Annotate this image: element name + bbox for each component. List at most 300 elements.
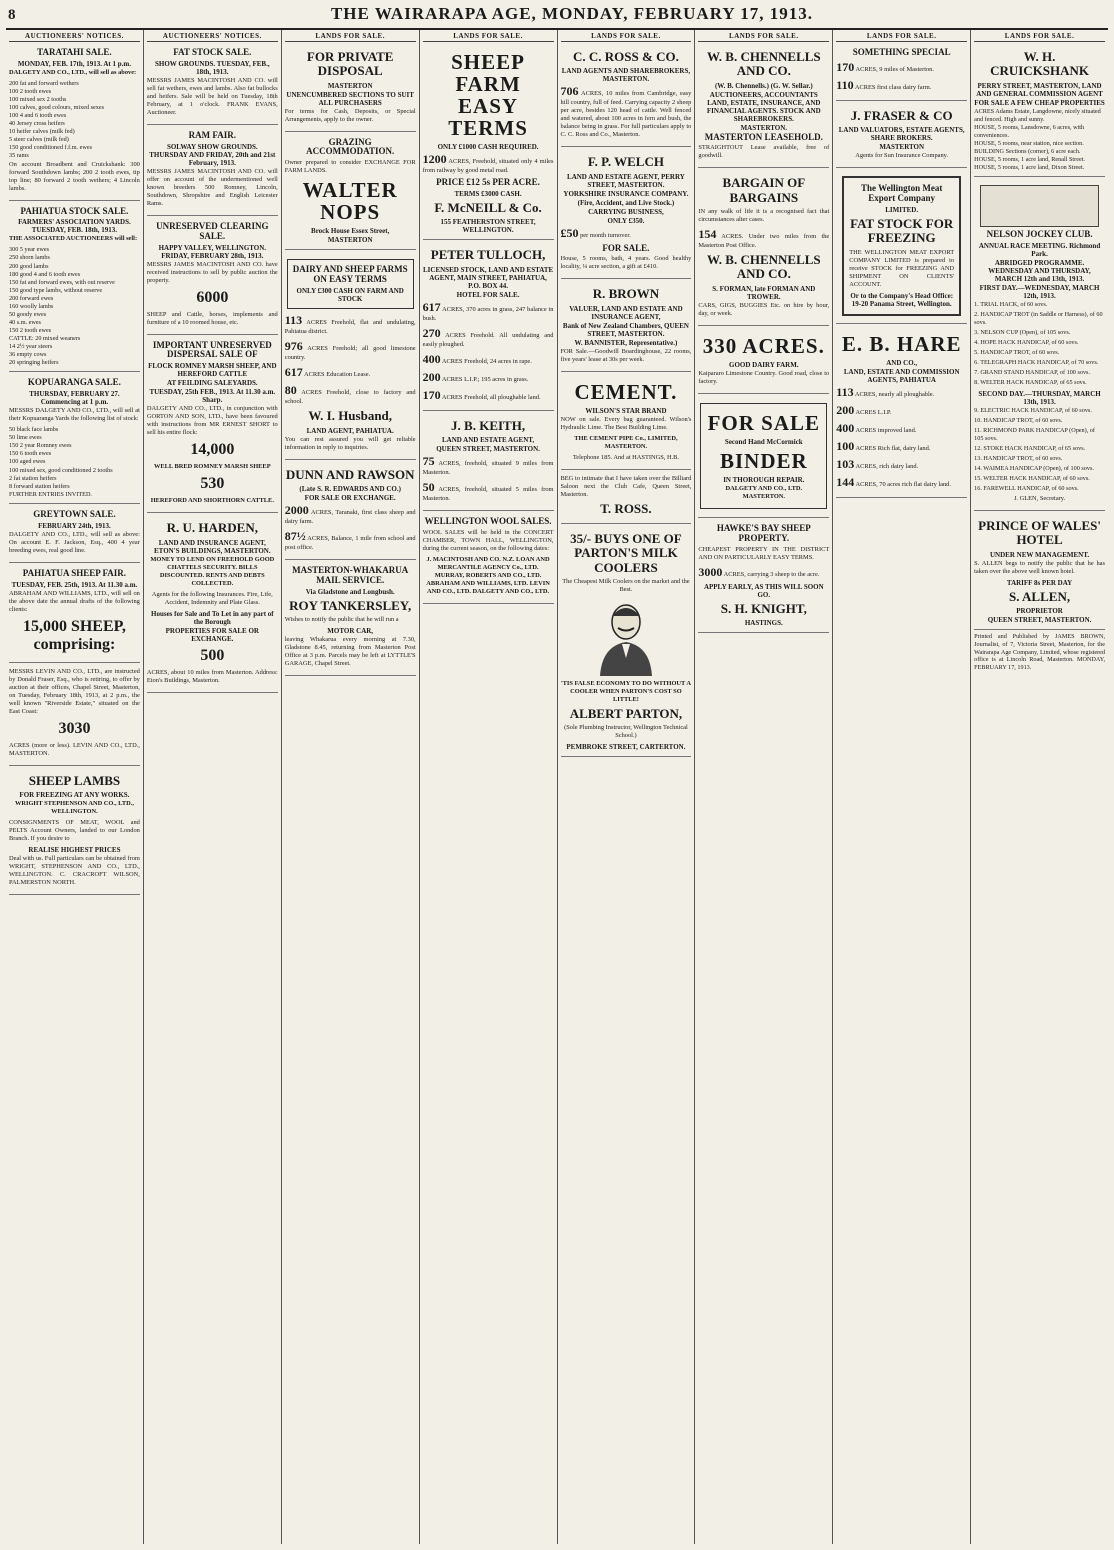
ad-text: Deal with us. Full particulars can be obtained from WRIGHT, STEPHENSON AND CO., LTD., WELLINGTON. C. CRACROFT WILSON, PALMERSTON NORTH. (9, 854, 140, 886)
ad-text: CONSIGNMENTS OF MEAT, WOOL and PELTS Account Owners, landed to our London Branch. If you desire to (9, 818, 140, 842)
prince-of-wales-hotel-ad (974, 514, 1105, 630)
ad-title: HAWKE'S BAY SHEEP PROPERTY. (716, 522, 811, 543)
ad-title: PAHIATUA STOCK SALE. (20, 205, 129, 216)
ad-text: ACRES Education Lease. (304, 371, 371, 379)
ad-text: WOOL SALES will be held in the CONCERT CHAMBER, TOWN HALL, WELLINGTON, during the current season, on the following dates: (422, 528, 554, 552)
ad-title: BARGAIN OF BARGAINS (722, 175, 806, 205)
acreage-figure: 80 (284, 383, 297, 398)
acreage-figure: 170 (422, 387, 441, 402)
dairy-sheep-farms-ad (285, 253, 416, 459)
ad-place: HASTINGS. (744, 618, 783, 627)
racehorses-illustration (980, 185, 1099, 227)
levin-auction-ad (9, 666, 140, 766)
firm-name: THE CEMENT PIPE Co., LIMITED, MASTERTON. (574, 434, 678, 450)
taratahi-sale-ad (9, 45, 140, 201)
list-item: 40 s.m. ewes (9, 318, 41, 326)
acreage-figure: 113 (284, 313, 303, 328)
list-item: 10 heifer calves (milk fed) (9, 128, 75, 136)
ad-text: ACRES Freehold, 24 acres in rape. (441, 357, 532, 365)
sheep-farm-ad (423, 45, 554, 240)
firm-name: WRIGHT STEPHENSON AND CO., LTD., WELLINGTON. (14, 799, 134, 815)
headline-figure: 6000 (196, 288, 229, 306)
hawkes-bay-ad (698, 521, 829, 633)
acreage-figure: 103 (836, 456, 855, 471)
column-1 (6, 30, 144, 1544)
pahiatua-stock-sale-ad (9, 204, 140, 373)
agent-name: C. C. ROSS & CO. (573, 49, 679, 64)
something-special-ad (836, 45, 967, 101)
agent-name: WALTER NOPS (302, 178, 398, 225)
ad-subtitle: GOOD DAIRY FARM. (729, 360, 799, 369)
ad-subtitle: 155 FEATHERSTON STREET, WELLINGTON. (440, 218, 536, 235)
acreage-figure: 75 (422, 453, 435, 468)
ad-subtitle: ANNUAL RACE MEETING. Richmond Park. (978, 241, 1101, 258)
brown-agent-ad (561, 282, 692, 371)
acreage-figure: 144 (836, 474, 855, 489)
race-item: 3. NELSON CUP (Open), of 105 sovs. (974, 329, 1071, 337)
acreage-figure: 400 (836, 420, 855, 435)
list-item: 8 forward station heifers (9, 482, 70, 490)
stock-list (9, 80, 140, 161)
masthead (6, 4, 1108, 30)
ad-subtitle: LAND AND INSURANCE AGENT, ETON'S BUILDINGS, MASTERTON. (154, 538, 271, 555)
ad-text: leaving Whakarua every morning at 7.30, Gladstone 8.45, returning from Masterton Post Office at 3 p.m. Parcels may be left at LYTTLE'S GARAGE, Chapel Street. (284, 635, 416, 667)
agent-name: W. B. CHENNELLS AND CO. (706, 252, 821, 282)
ad-subtitle: HAPPY VALLEY, WELLINGTON. FRIDAY, FEBRUARY 28th, 1913. (158, 243, 267, 260)
ad-address: Or to the Company's Head Office: 19-20 Panama Street, Wellington. (850, 291, 954, 308)
list-item: 2 fat station heifers (9, 474, 57, 482)
list-item: 200 good lambs (9, 262, 49, 270)
stock-list (9, 246, 140, 367)
column-header: LANDS FOR SALE. (836, 30, 967, 42)
secretary-line: J. GLEN, Secretary. (1013, 495, 1066, 503)
list-item: 150 good conditioned f.f.m. ewes (9, 144, 92, 152)
ad-title: TARATAHI SALE. (37, 47, 112, 57)
acreage-figure: 617 (422, 299, 441, 314)
ram-fair-ad (147, 128, 278, 216)
terms-line: TERMS £3000 CASH. (454, 190, 522, 199)
column-6 (695, 30, 833, 1544)
ad-text: Kaipararo Limestone Country. Good road, close to factory. (698, 369, 830, 385)
list-item: 150 2 tooth ewes (9, 327, 52, 335)
ad-place: AT FEILDING SALEYARDS. (166, 379, 258, 388)
ad-text: MESSRS LEVIN AND CO., LTD., are instructed by Donald Fraser, Esq., who is retiring, to offer by auction at their offices, Chapel Street, Masterton, on Tuesday, February 18th, 1913, at 2 p.m., the well known "Riverside Estate," situated on the East Coast: (9, 667, 140, 715)
ad-text: ACRES, about 10 miles from Masterton. Address: Eton's Buildings, Masterton. (146, 668, 278, 684)
column-header: LANDS FOR SALE. (561, 30, 692, 42)
ad-text: ACRES Freehold, flat and undulating, Pahiatua district. (284, 319, 416, 336)
race-day-heading: FIRST DAY.—WEDNESDAY, MARCH 12th, 1913. (979, 283, 1100, 300)
list-item: 5 steer calves (milk fed) (9, 136, 69, 144)
clearing-sale-ad (147, 219, 278, 335)
ad-text: CARS, GIGS, BUGGIES Etc. on hire by hour, day, or week. (698, 301, 830, 317)
ad-text: ACRES, Freehold, situated only 4 miles from railway by good metal road. (422, 158, 554, 175)
ad-subtitle: MOTOR CAR, (327, 626, 374, 635)
ad-subtitle: LAND AGENTS AND SHAREBROKERS, MASTERTON. (561, 67, 691, 84)
ad-title: GREYTOWN SALE. (33, 508, 116, 519)
ad-subtitle: UNENCUMBERED SECTIONS TO SUIT ALL PURCHASERS (286, 90, 414, 107)
acreage-figure: 2000 (284, 502, 309, 517)
ad-text: NOW on sale. Every bag guaranteed. Wilson's Hydraulic Lime. The Best Building Lime. (560, 415, 692, 431)
kopuaranga-sale-ad (9, 375, 140, 503)
list-item: 300 5 year ewes (9, 246, 50, 254)
ad-text: ABRAHAM AND WILLIAMS, LTD., will sell on the above date the annual drafts of the following clients: (9, 589, 140, 613)
ad-text: For terms for Cash, Deposits, or Special Arrangements, apply to the owner. (284, 107, 416, 123)
acreage-figure: 617 (284, 365, 303, 380)
ad-text: Agents for the following Insurances. Fire, Life, Accident, Indemnity and Plate Glass. (151, 590, 273, 606)
acreage-figure: 100 (836, 438, 855, 453)
ad-title: FOR PRIVATE DISPOSAL (306, 49, 394, 79)
acreage-figure: 3000 (698, 564, 723, 579)
ad-title: MASTERTON-WHAKARUA MAIL SERVICE. (292, 564, 409, 585)
ad-text: ACRES, nearly all ploughable. (854, 390, 935, 398)
headline-figure: 500 (200, 646, 225, 664)
binder-for-sale-ad (698, 397, 829, 518)
list-item: CATTLE: 20 mixed weaners (9, 335, 81, 343)
ad-text: STRAIGHTOUT Lease available, free of goodwill. (698, 144, 830, 160)
harden-agent-ad (147, 516, 278, 692)
list-item: BUILDING Sections (corner), 6 acre each. (974, 147, 1081, 155)
ad-text: HEREFORD AND SHORTHORN CATTLE. (150, 497, 274, 505)
ad-text: ACRES Freehold, all ploughable land. (441, 393, 541, 401)
list-item: 36 empty cows (9, 351, 47, 359)
race-item: 10. HANDICAP TROT, of 60 sovs. (974, 416, 1063, 424)
ad-text: Telephone 185. And at HASTINGS, H.B. (572, 453, 680, 461)
headline-box (287, 259, 414, 309)
acreage-figure: 400 (422, 351, 441, 366)
list-item: 100 mixed sex, good conditioned 2 tooths (9, 466, 113, 474)
race-list (974, 301, 1105, 388)
ad-title: MASTERTON LEASEHOLD. (704, 131, 823, 142)
ad-subtitle: PERRY STREET, MASTERTON, LAND AND GENERAL COMMISSION AGENT (976, 81, 1103, 98)
page-number: 8 (8, 7, 16, 23)
ad-subtitle: LAND AND ESTATE AGENT, PERRY STREET, MASTERTON. (567, 172, 685, 189)
ad-text: BEG to intimate that I have taken over the Billiard Saloon next the Club Cafe, Queen Street, Masterton. (560, 474, 692, 498)
race-item: 14. WAIMEA HANDICAP (Open), of 100 sovs. (974, 464, 1094, 472)
ad-text: ACRES Rich flat, dairy land. (855, 444, 931, 452)
agent-name: S. H. KNIGHT, (720, 600, 807, 616)
headline-box (700, 403, 827, 509)
acreage-figure: 154 (698, 227, 717, 242)
race-day-heading: SECOND DAY.—THURSDAY, MARCH 13th, 1913. (978, 389, 1101, 406)
column-header: LANDS FOR SALE. (698, 30, 829, 42)
printer-imprint: Printed and Published by JAMES BROWN, Journalist, of 7, Victoria Street, Masterton, for the Wairarapa Age Company, Limited, whose registered office is at Lincoln Road, Masterton. MONDAY, FEBRUARY 17, 1913. (974, 633, 1105, 671)
ad-lead: MESSRS DALGETY AND CO., LTD., will sell at their Kopuaranga Yards the following list of stock: (9, 407, 140, 423)
sheep-fair-ad (9, 566, 140, 663)
ad-text: ACRES, 370 acres in grass, 247 balance in bush. (422, 305, 554, 322)
column-header: LANDS FOR SALE. (423, 30, 554, 42)
dunn-rawson-ad (285, 463, 416, 560)
column-5 (558, 30, 696, 1544)
ad-text: 'TIS FALSE ECONOMY TO DO WITHOUT A COOLER WHEN PARTON'S COST SO LITTLE! (560, 680, 692, 704)
ad-text: MESSRS JAMES MACINTOSH AND CO. have received instructions to sell by public auction the property. (146, 260, 278, 284)
acreage-figure: 976 (284, 339, 303, 354)
race-item: 8. WELTER HACK HANDICAP, of 65 sovs. (974, 379, 1087, 387)
agent-name: F. P. WELCH (587, 154, 664, 170)
ad-lead: DALGETY AND CO., LTD., will sell as above: (9, 68, 137, 76)
ad-subtitle: AND CO., (886, 358, 918, 367)
proprietor-name: ALBERT PARTON, (569, 706, 683, 722)
race-item: 15. WELTER HACK HANDICAP, of 60 sovs. (974, 474, 1090, 482)
ad-text: ACRES, freehold, situated 5 miles from Masterton. (422, 485, 554, 502)
acreage-figure: 50 (422, 479, 435, 494)
ad-title: SOMETHING SPECIAL (852, 47, 951, 57)
ad-subtitle: Second Hand McCormick (724, 437, 803, 446)
ad-subtitle: (Fire, Accident, and Live Stock.) (577, 198, 675, 207)
ad-subtitle: W. BANNISTER, Representative.) (574, 338, 678, 347)
agent-name: J. FRASER & CO (850, 107, 953, 123)
ad-subtitle: FARMERS' ASSOCIATION YARDS. TUESDAY, FEB. 18th, 1913. (18, 218, 131, 235)
newspaper-title: THE WAIRARAPA AGE, MONDAY, FEBRUARY 17, 1913. (330, 4, 814, 23)
race-item: 13. HANDICAP TROT, of 60 sovs. (974, 454, 1063, 462)
list-item: 100 mixed sex 2 tooths (9, 96, 67, 104)
ad-subtitle: ONLY £300 CASH ON FARM AND STOCK (296, 287, 404, 304)
ad-text: The Cheapest Milk Coolers on the market and the Best. (562, 578, 690, 594)
ad-subtitle: (W. B. Chennells.) (G. W. Sellar.) (714, 81, 813, 90)
agent-name: PETER TULLOCH, (430, 247, 546, 263)
ad-subtitle: FLOCK ROMNEY MARSH SHEEP, AND HEREFORD CATTLE (148, 362, 277, 379)
ad-text: On account Broadbent and Cruickshank: 300 forward Southdown lambs; 200 2 tooth ewes, tip top line; 80 forward 2 tooth wethers; 4 Lincoln lambs. (9, 160, 140, 192)
column-8 (971, 30, 1108, 1544)
ad-title: IMPORTANT UNRESERVED DISPERSAL SALE OF (152, 339, 272, 360)
price-line: PRICE £12 5s PER ACRE. (436, 177, 540, 188)
list-item: 35 rams (9, 152, 29, 160)
ad-title: CEMENT. (574, 379, 678, 404)
private-disposal-ad (285, 45, 416, 132)
ad-subtitle: Houses for Sale and To Let in any part of the Borough (151, 609, 274, 626)
ad-text: DALGETY AND CO., LTD., will sell as above: On account E. F. Jackson, Esq., 400 4 year breeding ewes, real good line. (9, 530, 140, 554)
list-item: 40 Jersey cross heifers (9, 120, 65, 128)
ad-date: THURSDAY, FEBRUARY 27. Commencing at 1 p.m. (29, 390, 120, 407)
ad-subtitle: SHOW GROUNDS. TUESDAY, FEB., 18th, 1913. (155, 59, 270, 76)
ad-lead: THE ASSOCIATED AUCTIONEERS will sell: (9, 235, 138, 243)
ad-title: WELLINGTON WOOL SALES. (424, 515, 552, 526)
headline-figure: 530 (200, 475, 225, 493)
race-item: 6. TELEGRAPH HACK HANDICAP, of 70 sovs. (974, 359, 1099, 367)
ad-subtitle: LAND VALUATORS, ESTATE AGENTS, SHARE BROKERS. (838, 126, 965, 143)
ad-text: Agents for Sun Insurance Company. (855, 152, 949, 160)
ad-text: S. ALLEN begs to notify the public that he has taken over the above well known hotel. (974, 559, 1105, 575)
list-item: 200 forward ewes (9, 294, 54, 302)
list-item: 100 4 and 6 tooth ewes (9, 112, 67, 120)
property-list (974, 108, 1105, 173)
ad-subtitle: (Late S. R. EDWARDS AND CO.) (299, 484, 401, 493)
race-list (974, 407, 1105, 494)
list-item: HOUSE, 5 rooms, 1 acre land, Dixon Street. (974, 164, 1085, 172)
wool-sales-ad (423, 514, 554, 604)
parton-milk-coolers-ad (561, 527, 692, 757)
list-item: 150 fat and forward ewes, with out reserve (9, 278, 115, 286)
ad-subtitle: Bank of New Zealand Chambers, QUEEN STREET, MASTERTON. (562, 321, 689, 338)
ad-subtitle: SOLWAY SHOW GROUNDS. THURSDAY AND FRIDAY, 20th and 21st February, 1913. (149, 142, 276, 167)
list-item: 200 fat and forward wethers (9, 79, 79, 87)
ad-text: per month turnover. (580, 231, 631, 239)
ad-title: SHEEP LAMBS (28, 772, 121, 788)
ad-title: RAM FAIR. (188, 129, 236, 140)
ad-title: PRINCE OF WALES' HOTEL (978, 518, 1101, 548)
ad-text: J. MACINTOSH AND CO. N.Z. LOAN AND MERCANTILE AGENCY Co., LTD. MURRAY, ROBERTS AND CO., LTD. ABRAHAM AND WILLIAMS, LTD. LEVIN AND CO., LTD. DALGETY AND CO., LTD. (426, 555, 550, 595)
race-item: 1. TRIAL HACK, of 60 sovs. (974, 300, 1048, 308)
ad-subtitle: Brock House Essex Street, (311, 227, 390, 236)
portrait-illustration (592, 598, 660, 676)
ad-text: ACRES, 9 miles of Masterton. (855, 65, 934, 73)
ad-text: IN any walk of life it is a recognised fact that circumstances alter cases. (698, 208, 830, 224)
ad-title: 330 ACRES. (702, 333, 825, 358)
list-item: 160 woolly lambs (9, 302, 54, 310)
ad-subtitle: ONLY £1000 CASH REQUIRED. (437, 143, 539, 152)
list-item: HOUSE, 5 rooms, near station, nice section. (974, 139, 1084, 147)
column-header: AUCTIONEERS' NOTICES. (9, 30, 140, 42)
ad-text: Owner prepared to consider EXCHANGE FOR FARM LANDS. (284, 159, 416, 175)
ad-date: FEBRUARY 24th, 1913. (38, 521, 111, 530)
billiard-saloon-ad (561, 473, 692, 524)
ad-address: PEMBROKE STREET, CARTERTON. (566, 743, 686, 752)
ad-text: ACRES, freehold, situated 9 miles from Masterton. (422, 459, 554, 476)
tulloch-agent-ad (423, 243, 554, 410)
ad-subtitle: HOTEL FOR SALE. (456, 290, 520, 299)
hare-agent-ad (836, 327, 967, 498)
proprietor-name: T. ROSS. (600, 500, 652, 516)
stock-list (9, 426, 140, 499)
acreage-figure: 200 (422, 369, 441, 384)
ad-text: ACRES improved land. (855, 426, 917, 434)
column-header: LANDS FOR SALE. (285, 30, 416, 42)
acreage-figure: 270 (422, 325, 441, 340)
cement-ad (561, 375, 692, 470)
column-2 (144, 30, 282, 1544)
headline-figure: 3030 (58, 719, 91, 737)
ad-text: ACRES Freehold. All undulating and easily ploughed. (422, 331, 554, 348)
list-item: ACRES Adams Estate, Langdowne, nicely situated and fenced. High and sunny. (974, 107, 1101, 123)
ad-text: WELL BRED ROMNEY MARSH SHEEP (154, 463, 271, 471)
cruickshank-agent-ad (974, 45, 1105, 177)
ad-title: The Wellington Meat Export Company (861, 183, 943, 204)
proprietor-name: ROY TANKERSLEY, (289, 597, 412, 613)
ad-subtitle: IN THOROUGH REPAIR. (723, 475, 805, 484)
ad-text: ACRES, Taranaki, first class sheep and dairy farm. (284, 508, 416, 525)
race-item: 7. GRAND STAND HANDICAP, of 100 sovs. (974, 369, 1090, 377)
acreage-figure: 1200 (422, 152, 447, 167)
ad-subtitle: LICENSED STOCK, LAND AND ESTATE AGENT, MAIN STREET, PAHIATUA, P.O. BOX 44. (423, 265, 554, 290)
ad-place: QUEEN STREET, MASTERTON. (436, 444, 540, 453)
acreage-figure: 170 (836, 59, 855, 74)
ad-text: ACRES Freehold; all good limestone country. (284, 345, 416, 362)
list-item: HOUSE, 5 rooms, Lansdowne, 6 acres, with conveniences. (974, 123, 1085, 139)
agent-name: R. BROWN (592, 286, 660, 302)
headline-figure: 14,000 (190, 441, 235, 459)
ad-title: KOPUARANGA SALE. (27, 377, 121, 388)
meat-export-frame (842, 176, 961, 315)
ad-title: PAHIATUA SHEEP FAIR. (22, 567, 127, 578)
ad-text: MESSRS JAMES MACINTOSH AND CO. will offer on account of the undermentioned well known breeders 500 Romney, Lincoln, Southdown, Shropshire and English Leicester Rams. (146, 167, 278, 207)
ad-subtitle: Via Gladstone and Longbush. (305, 587, 395, 596)
list-item: HOUSE, 5 rooms, 1 acre land, Renall Street. (974, 155, 1085, 163)
agent-name: W. B. CHENNELLS AND CO. (706, 49, 821, 79)
race-item: 9. ELECTRIC HACK HANDICAP, of 60 sovs. (974, 406, 1092, 414)
list-item: 100 calves, good colours, mixed sexes (9, 104, 105, 112)
ad-text: Wishes to notify the public that he will run a (284, 615, 399, 623)
ad-text: MESSRS JAMES MACINTOSH AND CO. will sell fat wethers, ewes and lambs. Also fat bullocks and heifers. Sale will be held on Tuesday, 18th February, at 1 o'clock. FRANK EVANS, Auctioneer. (146, 76, 278, 116)
ad-title: DUNN AND RAWSON (285, 466, 415, 482)
ad-text: ACRES, rich dairy land. (855, 462, 919, 470)
wright-stephenson-ad (9, 769, 140, 895)
firm-name: DALGETY AND CO., LTD. MASTERTON. (725, 484, 803, 500)
fat-stock-sale-ad (147, 45, 278, 125)
race-item: 11. RICHMOND PARK HANDICAP (Open), of 105 sovs. (974, 426, 1095, 442)
list-item: FURTHER ENTRIES INVITED. (9, 490, 92, 498)
ad-text: House, 5 rooms, bath, 4 years. Good healthy locality, ¼ acre section, a gift at £410. (560, 255, 692, 271)
ad-text: ACRES Freehold, close to factory and school. (284, 389, 416, 406)
column-3 (282, 30, 420, 1544)
list-item: 150 2 year Romney ewes (9, 442, 72, 450)
ad-subtitle: FOR SALE A FEW CHEAP PROPERTIES (974, 98, 1105, 107)
ad-subtitle: FOR SALE OR EXCHANGE. (304, 493, 396, 502)
ad-text: ACRES first class dairy farm. (854, 83, 932, 91)
ad-place: MASTERTON. (740, 123, 788, 132)
turnover-figure: £50 (560, 225, 579, 240)
list-item: 100 aged ewes (9, 458, 46, 466)
ad-text: You can rest assured you will get reliable information in reply to inquiries. (284, 435, 416, 451)
bargain-ad (698, 171, 829, 325)
ad-subtitle: S. FORMAN, late FORMAN AND TROWER. (712, 284, 816, 301)
ad-title: FOR SALE. (602, 242, 650, 253)
acreage-figure: 706 (560, 84, 579, 99)
mail-service-ad (285, 563, 416, 676)
ad-subtitle: MASTERTON (327, 81, 373, 90)
ad-title: R. U. HARDEN, (166, 520, 258, 536)
fraser-agent-ad (836, 104, 967, 168)
ad-text: ACRES L.I.P. (855, 408, 892, 416)
ad-title: NELSON JOCKEY CLUB. (986, 229, 1093, 240)
ad-subtitle: CARRYING BUSINESS, (588, 207, 664, 216)
acreage-figure: 87½ (284, 528, 306, 543)
ad-title: SHEEP FARM EASY TERMS (448, 50, 528, 141)
ad-subtitle: UNDER NEW MANAGEMENT. (990, 550, 1090, 559)
column-4 (420, 30, 558, 1544)
column-header: LANDS FOR SALE. (974, 30, 1105, 42)
proprietor-name: S. ALLEN, (1009, 588, 1071, 604)
ad-subtitle: PROPERTIES FOR SALE OR EXCHANGE. (165, 626, 259, 643)
ad-text: CHEAPEST PROPERTY IN THE DISTRICT AND ON PARTICULARLY EASY TERMS. (698, 545, 830, 561)
welch-agent-ad (561, 150, 692, 279)
list-item: 50 goody ewes (9, 310, 47, 318)
headline-figure: 15,000 SHEEP, comprising: (22, 617, 126, 653)
nelson-jockey-club-ad (974, 180, 1105, 511)
race-item: 2. HANDICAP TROT (in Saddle or Harness), of 60 sovs. (974, 311, 1103, 327)
price-line: ONLY £350. (607, 216, 645, 225)
ad-text: ACRES. Under two miles from the Masterton Post Office. (698, 233, 830, 250)
ad-title: UNRESERVED CLEARING SALE. (156, 220, 269, 241)
ad-title: 35/- BUYS ONE OF PARTON'S MILK COOLERS (570, 531, 682, 575)
agent-name: W. H. CRUICKSHANK (990, 49, 1090, 79)
ad-subtitle: YORKSHIRE INSURANCE COMPANY. (563, 189, 689, 198)
dispersal-sale-ad (147, 338, 278, 514)
acreage-figure: 200 (836, 402, 855, 417)
list-item: 14 2½ year steers (9, 343, 53, 351)
grazing-ad (285, 135, 416, 251)
agent-name: F. McNEILL & Co. (434, 200, 542, 216)
column-header: AUCTIONEERS' NOTICES. (147, 30, 278, 42)
list-item: 20 springing heifers (9, 359, 59, 367)
ad-text: ACRES, carrying 3 sheep to the acre. (723, 570, 820, 578)
list-item: 150 good type lambs, without reserve (9, 286, 103, 294)
race-item: 12. STOKE HACK HANDICAP, of 65 sovs. (974, 444, 1086, 452)
meat-export-ad (836, 171, 967, 323)
ad-date: MONDAY, FEB. 17th, 1913. At 1 p.m. (17, 59, 131, 68)
ad-text: ACRES, 70 acres rich flat dairy land. (855, 480, 951, 488)
ad-text: ACRES L.I.P.; 195 acres in grass. (441, 375, 529, 383)
acreage-figure: 110 (836, 77, 854, 92)
ad-text: SHEEP and Cattle, horses, implements and furniture of a 10 roomed house, etc. (146, 310, 278, 326)
